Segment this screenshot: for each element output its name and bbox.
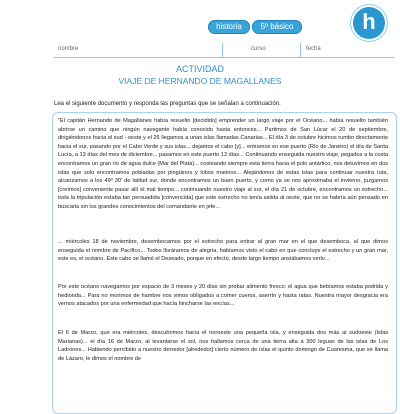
course-field-label: curso	[251, 46, 266, 52]
subject-badge: historia	[208, 20, 250, 34]
logo: h	[353, 7, 385, 39]
field-divider	[222, 43, 223, 57]
instructions: Lea el siguiente documento y responda las preguntas que se señalan a continuación.	[54, 101, 281, 107]
activity-title: ACTIVIDAD	[175, 64, 224, 74]
activity-subtitle: VIAJE DE HERNANDO DE MAGALLANES	[118, 76, 282, 86]
date-field-label: fecha	[306, 46, 321, 52]
name-field-label: nombre	[58, 46, 79, 52]
grade-badge: 5º básico	[252, 20, 302, 34]
field-divider	[300, 43, 301, 57]
document-paragraph: ... miércoles 18 de noviembre, desembocamos por el estrecho para entrar al gran mar en el que desemboca, al que dimos enseguida el nombre de Pacífico... Todos lloráramos de alegría, habíamos visto el cabo en que concluye el estrecho y un gran mar, este es, el océano. Este cabo se llamó el Deseado, porque en efecto, desde largo tiempo ansiábamos verlo...	[58, 239, 388, 263]
document-paragraph: El 6 de Marzo, que era miércoles, descubrimos hacia el noroeste una pequeña isla, y enseguida dos más al sudoeste (Islas Marianas)... el día 16 de Marzo, al levantarse el sol, nos hallamos cerca de una tierra alta a 300 leguas de las islas de Los Ladrones... Habiendo percibido a nuestro derredor [alrededor] cierto número de islas el quinto domingo de Cuaresma, que se llama de Lázaro, le dimos el nombre de	[58, 330, 388, 362]
document-paragraph: “El capitán Hernando de Magallanes había resuelto [decidido] emprender un largo viaje por el Océano... había resuelto también abrirse un camino que ningún navegante había conocido hasta entonces... Partimos de San Lúcar el 20 de septiembre, dirigiéndonos hacia el sud - oeste y el 26 llegamos a unas islas llamadas Canarias... El día 3 de octubre hicimos rumbo directamente hacia el sur, pasando por el Cabo Verde y sus islas... dejamos el cabo [y]... entramos en ese puerto (Río de Janeiro) el día de Santa Lucía, a 13 días del mes de diciembre... pasamos en este puerto 13 días... Continuando enseguida nuestro viaje, pegados a la costa encontramos un gran río de agua dulce (Mar del Plata)... costeando siempre esta tierra hacia el polo antártico, nos detuvimos en dos islas que solo encontramos pobladas por pingüinos y lobos marinos... Alejándonos de estas islas para continuar nuestra ruta, alcanzamos a los 49º 30’ de latitud sur, donde encontramos un buen puerto, y como ya se nos aproximaba el invierno, juzgamos [creímos] conveniente pasar allí el mal tiempo... continuando nuestro viaje al sur, el día 21 de octubre, encontramos un estrecho... toda la tripulación estaba tan persuadida [convencida] que este estrecho no tenía salida al oeste, que no se habría aún pensado en buscarla sin los grandes conocimientos del comandante en jefe...	[58, 118, 388, 210]
document-paragraph: Por este océano navegamos por espacio de 3 meses y 20 días sin probar alimento fresco: el agua que bebíamos estaba podrida y hedionda... Para no morirnos de hambre nos vimos obligados a comer cueros, aserrín y hasta ratas. Nuestra mayor desgracia era vernos atacados por una enfermedad que hacía hincharse las encías...	[58, 284, 388, 308]
student-info-row	[54, 43, 394, 58]
header-bar	[0, 0, 400, 38]
